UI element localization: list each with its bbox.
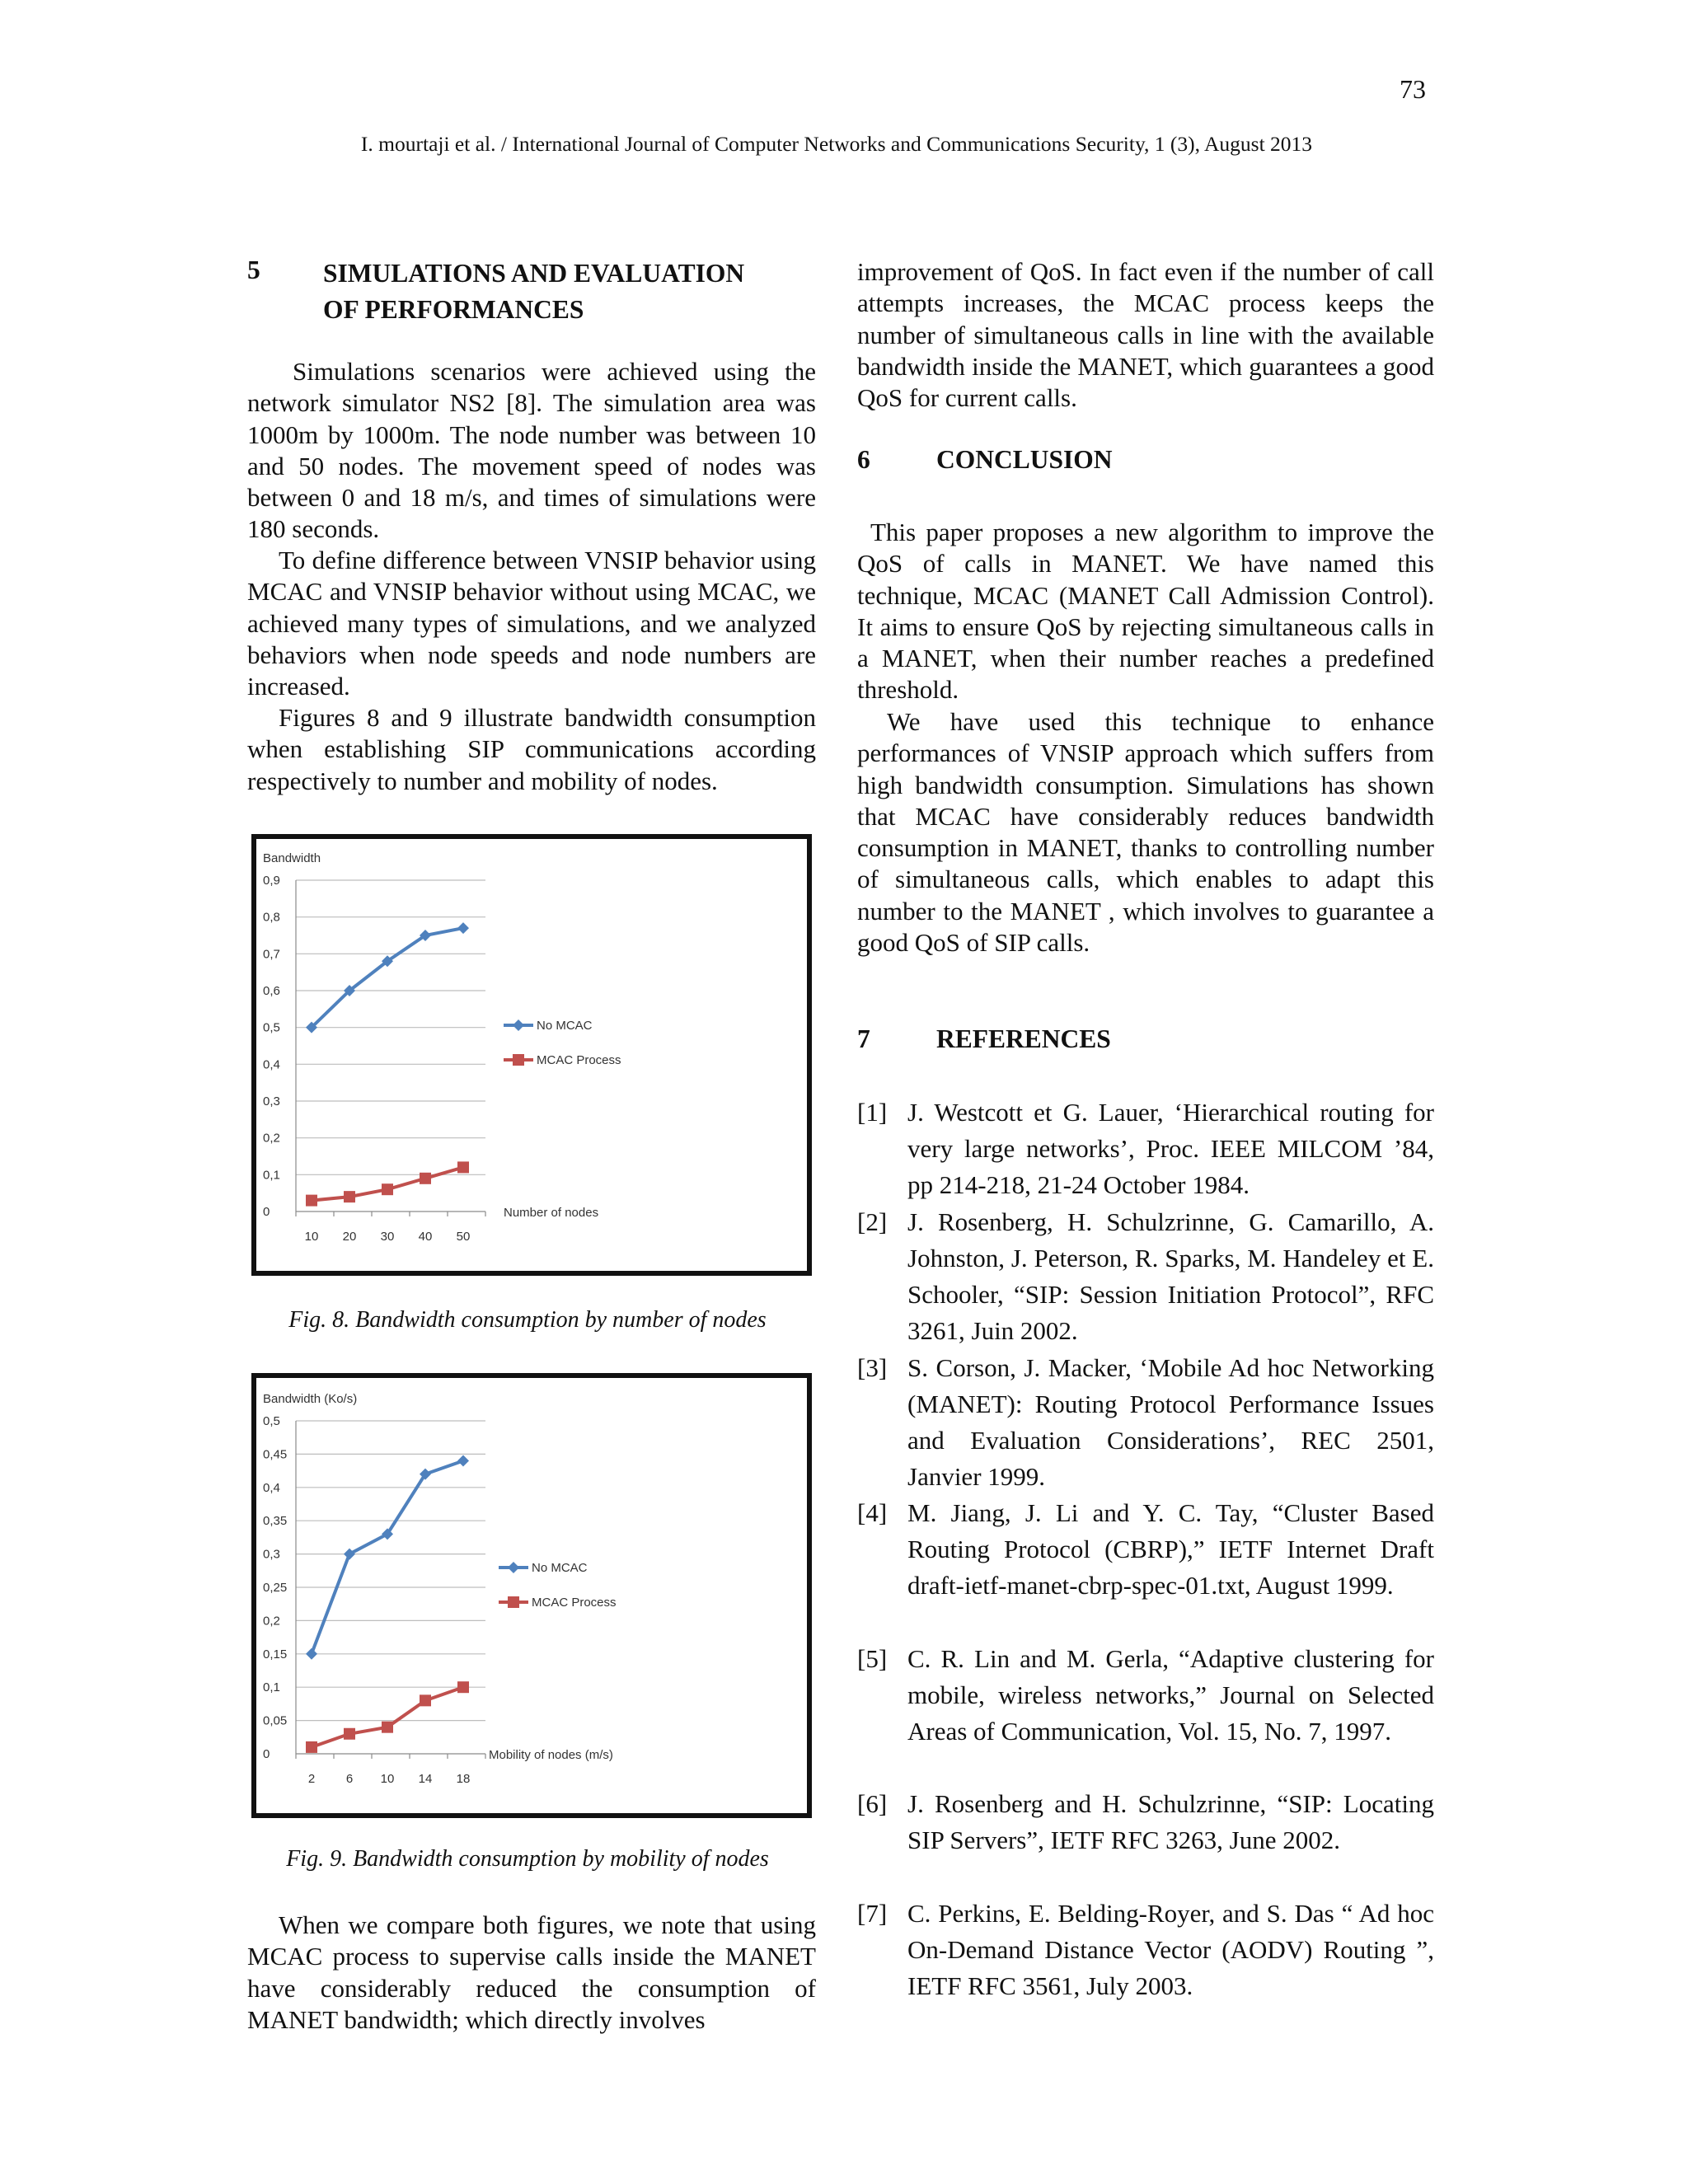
chart-y-tick-label: 0,1 [263,1168,280,1183]
chart-data-point [457,1161,469,1173]
chart-x-tick-label: 6 [345,1772,354,1786]
reference-7 [857,1896,1434,2004]
chart-series-line [312,1687,463,1747]
section-5-number: 5 [247,255,260,284]
chart-y-axis-label: Bandwidth [263,851,321,865]
chart-y-tick-label: 0,6 [263,984,280,998]
reference-number: [5] [857,1644,888,1673]
reference-number: [2] [857,1207,888,1236]
chart-data-point [344,1549,355,1560]
chart-data-point [420,1173,431,1184]
chart-x-tick-label: 20 [342,1230,357,1244]
section-5-title-line1: SIMULATIONS AND EVALUATION [323,259,745,288]
chart-data-point [306,1648,317,1660]
reference-text: S. Corson, J. Macker, ‘Mobile Ad hoc Networking (MANET): Routing Protocol Performance Issues and Evaluation Considerations’, REC 2501, Janvier 1999. [907,1353,1434,1491]
reference-number: [4] [857,1498,888,1527]
section-7-title: REFERENCES [936,1024,1111,1053]
chart-data-point [457,1681,469,1693]
reference-1 [857,1094,1434,1203]
chart-x-tick-label: 30 [380,1230,395,1244]
chart-x-tick-label: 40 [418,1230,433,1244]
chart-y-axis-label: Bandwidth (Ko/s) [263,1392,358,1406]
chart-data-point [306,1195,317,1207]
reference-text: J. Rosenberg and H. Schulzrinne, “SIP: Locating SIP Servers”, IETF RFC 3263, June 2002. [907,1789,1434,1854]
reference-2 [857,1204,1434,1349]
chart-y-tick-label: 0,2 [263,1614,280,1629]
section-5-title [323,255,744,328]
chart-y-tick-label: 0,35 [263,1514,288,1529]
chart-y-tick-label: 0,2 [263,1131,280,1146]
chart-legend-marker [513,1054,524,1066]
reference-number: [3] [857,1353,888,1382]
chart-x-axis-label: Number of nodes [504,1206,599,1220]
chart-y-tick-label: 0,05 [263,1713,288,1728]
reference-text: C. R. Lin and M. Gerla, “Adaptive clustering for mobile, wireless networks,” Journal on Selected Areas of Communication, Vol. 15, No. 7, 1997. [907,1644,1434,1746]
figure-8-svg [256,839,807,1271]
chart-data-point [457,1455,469,1466]
chart-data-point [457,922,469,934]
reference-text: C. Perkins, E. Belding-Royer, and S. Das “ Ad hoc On-Demand Distance Vector (AODV) Routing ”, IETF RFC 3561, July 2003. [907,1899,1434,2000]
chart-y-tick-label: 0,1 [263,1680,280,1695]
chart-series-line [312,928,463,1028]
chart-y-tick-label: 0,3 [263,1094,280,1108]
chart-data-point [382,1722,393,1733]
chart-y-tick-label: 0 [263,1747,270,1761]
chart-legend-label: No MCAC [532,1561,588,1575]
section-5-paragraph-1: Simulations scenarios were achieved using the network simulator NS2 [8]. The simulation area was 1000m by 1000m. The node number was between 10 and 50 nodes. The movement speed of nodes was between 0 and 18 m/s, and times of simulations were 180 seconds. [247,357,816,544]
chart-y-tick-label: 0,25 [263,1581,288,1595]
chart-x-tick-label: 18 [456,1772,471,1786]
chart-legend-label: MCAC Process [532,1596,617,1610]
chart-legend-label: No MCAC [537,1019,593,1033]
chart-data-point [344,1191,355,1202]
reference-4 [857,1495,1434,1604]
chart-y-tick-label: 0,15 [263,1647,288,1661]
chart-legend-marker [508,1596,519,1608]
chart-x-axis-label: Mobility of nodes (m/s) [489,1748,613,1762]
reference-number: [7] [857,1899,888,1928]
figure-9-caption: Fig. 9. Bandwidth consumption by mobility of nodes [286,1846,769,1872]
chart-x-tick-label: 14 [418,1772,433,1786]
section-6-number: 6 [857,445,870,474]
chart-data-point [382,1183,393,1195]
reference-6 [857,1786,1434,1858]
chart-data-point [344,1728,355,1740]
section-7-number: 7 [857,1024,870,1053]
chart-x-tick-label: 50 [456,1230,471,1244]
chart-y-tick-label: 0,45 [263,1447,288,1462]
chart-legend-marker [508,1562,519,1573]
chart-y-tick-label: 0,8 [263,910,280,925]
chart-legend-marker [513,1019,524,1031]
reference-text: J. Rosenberg, H. Schulzrinne, G. Camarillo, A. Johnston, J. Peterson, R. Sparks, M. Handeley et E. Schooler, “SIP: Session Initiation Protocol”, RFC 3261, Juin 2002. [907,1207,1434,1345]
figure-9-svg [256,1378,807,1813]
reference-text: J. Westcott et G. Lauer, ‘Hierarchical routing for very large networks’, Proc. IEEE MILCOM ’84, pp 214-218, 21-24 October 1984. [907,1098,1434,1199]
chart-y-tick-label: 0,5 [263,1414,280,1428]
section-5-paragraph-4: When we compare both figures, we note that using MCAC process to supervise calls inside the MANET have considerably reduced the consumption of MANET bandwidth; which directly involves [247,1910,816,2034]
figure-8-caption: Fig. 8. Bandwidth consumption by number of nodes [288,1307,767,1333]
section-6-title: CONCLUSION [936,445,1113,474]
reference-5 [857,1641,1434,1750]
page-number: 73 [1400,74,1426,104]
chart-data-point [306,1741,317,1753]
section-5-paragraph-3: Figures 8 and 9 illustrate bandwidth consumption when establishing SIP communications according respectively to number and mobility of nodes. [247,703,816,795]
chart-series-line [312,1460,463,1653]
chart-y-tick-label: 0,4 [263,1480,280,1495]
chart-y-tick-label: 0,9 [263,874,280,888]
chart-y-tick-label: 0,5 [263,1020,280,1035]
chart-x-tick-label: 10 [380,1772,395,1786]
reference-number: [6] [857,1789,888,1818]
chart-data-point [420,1694,431,1706]
chart-legend-label: MCAC Process [537,1053,621,1067]
section-6-paragraph-2: We have used this technique to enhance performances of VNSIP approach which suffers from high bandwidth consumption. Simulations has shown that MCAC have considerably reduces bandwidth consumption in MANET, thanks to controlling number of simultaneous calls, which enables to adapt this number to the MANET , which involves to guarantee a good QoS of SIP calls. [857,707,1434,958]
chart-y-tick-label: 0,4 [263,1057,280,1072]
chart-y-tick-label: 0 [263,1205,270,1219]
reference-text: M. Jiang, J. Li and Y. C. Tay, “Cluster Based Routing Protocol (CBRP),” IETF Internet Draft draft-ietf-manet-cbrp-spec-01.txt, August 1999. [907,1498,1434,1600]
chart-x-tick-label: 2 [307,1772,316,1786]
section-6-paragraph-1: This paper proposes a new algorithm to improve the QoS of calls in MANET. We have named this technique, MCAC (MANET Call Admission Control). It aims to ensure QoS by rejecting simultaneous calls in a MANET, when their number reaches a predefined threshold. [857,518,1434,705]
section-5-paragraph-5: improvement of QoS. In fact even if the number of call attempts increases, the MCAC process keeps the number of simultaneous calls in line with the available bandwidth inside the MANET, which guarantees a good QoS for current calls. [857,257,1434,413]
figure-9-chart [251,1373,812,1818]
chart-y-tick-label: 0,7 [263,947,280,962]
running-head: I. mourtaji et al. / International Journal of Computer Networks and Communications Security, 1 (3), August 2013 [360,132,1313,156]
section-5-heading [247,255,260,285]
reference-number: [1] [857,1098,888,1127]
chart-y-tick-label: 0,3 [263,1547,280,1562]
section-5-paragraph-2: To define difference between VNSIP behavior using MCAC and VNSIP behavior without using MCAC, we achieved many types of simulations, and we analyzed behaviors when node speeds and node numbers are increased. [247,546,816,701]
figure-8-chart [251,834,812,1276]
section-5-title-line2: OF PERFORMANCES [323,295,584,324]
reference-3 [857,1350,1434,1495]
chart-x-tick-label: 10 [304,1230,319,1244]
